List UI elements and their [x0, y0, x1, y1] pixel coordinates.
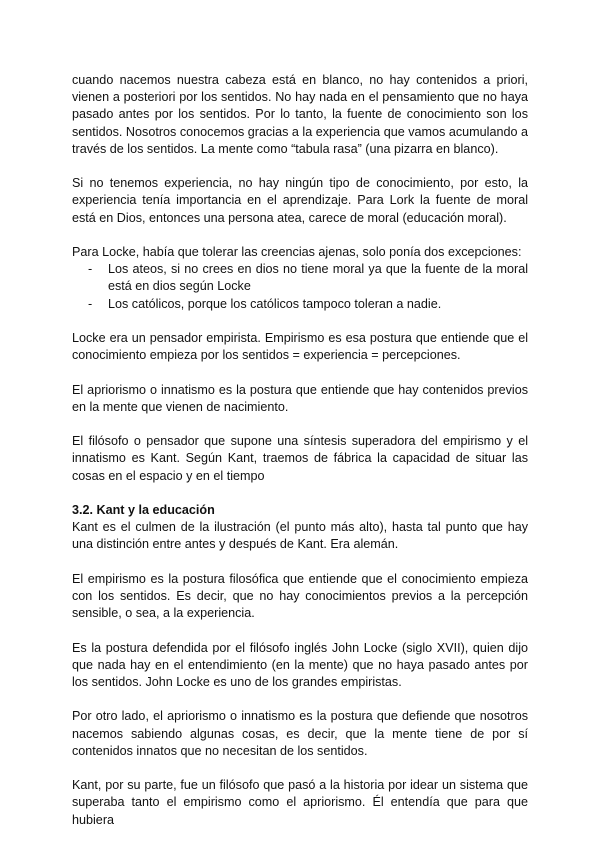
- paragraph-john-locke: Es la postura defendida por el filósofo inglés John Locke (siglo XVII), quien dijo que nada hay en el entendimiento (en la mente) que no haya pasado antes por los sentidos. John Locke es uno de los grandes empiristas.: [72, 640, 528, 689]
- list-item-text: Los católicos, porque los católicos tampoco toleran a nadie.: [108, 296, 442, 311]
- list-item: [72, 261, 528, 295]
- paragraph-sintesis-kant: El filósofo o pensador que supone una síntesis superadora del empirismo y el innatismo es Kant. Según Kant, traemos de fábrica la capacidad de situar las cosas en el espacio y en el tiempo: [72, 434, 528, 483]
- paragraph-apriorismo: El apriorismo o innatismo es la postura que entiende que hay contenidos previos en la mente que vienen de nacimiento.: [72, 382, 528, 414]
- list-dash: -: [88, 262, 93, 277]
- list-item: [72, 296, 528, 313]
- paragraph-experiencia: Si no tenemos experiencia, no hay ningún tipo de conocimiento, por esto, la experiencia tenía importancia en el aprendizaje. Para Lork la fuente de moral está en Dios, entonces una persona atea, carece de moral (educación moral).: [72, 176, 528, 225]
- paragraph-innatismo: Por otro lado, el apriorismo o innatismo es la postura que defiende que nosotros nacemos sabiendo algunas cosas, es decir, que la mente tiene de por sí contenidos innatos que no necesitan de los sentidos.: [72, 709, 528, 758]
- paragraph-tolerancia: Para Locke, había que tolerar las creencias ajenas, solo ponía dos excepciones:: [72, 245, 522, 259]
- list-dash: -: [88, 296, 93, 311]
- section-heading: 3.2. Kant y la educación: [72, 502, 215, 517]
- paragraph-kant-culmen: Kant es el culmen de la ilustración (el punto más alto), hasta tal punto que hay una distinción entre antes y después de Kant. Era alemán.: [72, 520, 528, 552]
- paragraph-empirismo-definicion: El empirismo es la postura filosófica que entiende que el conocimiento empieza con los sentidos. Es decir, que no hay conocimientos previos a la percepción sensible, o sea, a la experiencia.: [72, 571, 528, 621]
- list-item-text: Los ateos, si no crees en dios no tiene moral ya que la fuente de la moral está en dios según Locke: [108, 262, 528, 294]
- paragraph-empirista: Locke era un pensador empirista. Empirismo es esa postura que entiende que el conocimiento empieza por los sentidos = experiencia = percepciones.: [72, 331, 528, 363]
- paragraph-kant-sistema: Kant, por su parte, fue un filósofo que pasó a la historia por idear un sistema que superaba tanto el empirismo como el apriorismo. Él entendía que para que hubiera: [72, 778, 528, 827]
- exceptions-list: [72, 261, 528, 313]
- document-page: [72, 72, 528, 829]
- paragraph-tabula-rasa: cuando nacemos nuestra cabeza está en blanco, no hay contenidos a priori, vienen a posteriori por los sentidos. No hay nada en el pensamiento que no haya pasado antes por los sentidos. Por lo tanto, la fuente de conocimiento son los sentidos. Nosotros conocemos gracias a la experiencia que vamos acumulando a través de los sentidos. La mente como “tabula rasa” (una pizarra en blanco).: [72, 73, 528, 156]
